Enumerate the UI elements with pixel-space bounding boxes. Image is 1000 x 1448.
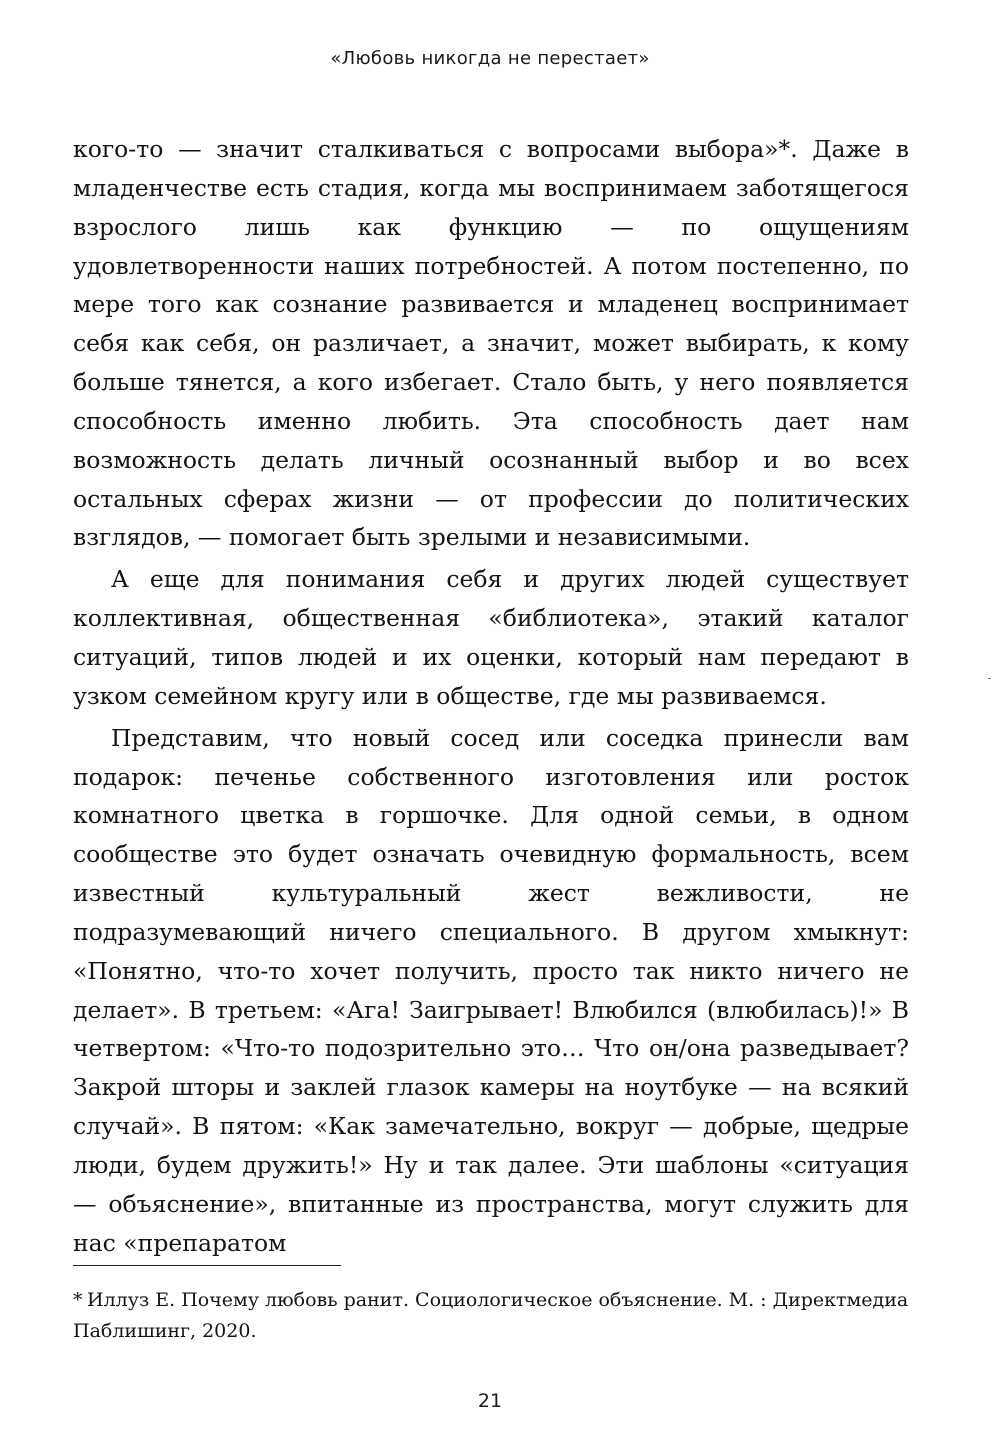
page-number: 21: [477, 1390, 503, 1412]
running-head: «Любовь никогда не перестает»: [330, 48, 650, 69]
body-text: [73, 130, 909, 1265]
footnote-divider: [73, 1265, 341, 1266]
footnote-text: Иллуз Е. Почему любовь ранит. Социологическое объяснение. М. : Директмедиа Паблишинг, 2020.: [73, 1289, 909, 1342]
paragraph-neighbor: Представим, что новый сосед или соседка принесли вам подарок: печенье собственного изготовления или росток комнатного цветка в горшочке. Для одной семьи, в одном сообществе это будет означать очевидную формальность, всем известный культуральный жест вежливости, не подразумевающий ничего специального. В другом хмыкнут: «Понятно, что-то хочет получить, просто так никто ничего не делает». В третьем: «Ага! Заигрывает! Влюбился (влюбилась)!» В четвертом: «Что-то подозрительно это… Что он/она разведывает? Закрой шторы и заклей глазок камеры на ноутбуке — на всякий случай». В пятом: «Как замечательно, вокруг — добрые, щедрые люди, будем дружить!» Ну и так далее. Эти шаблоны «ситуация — объяснение», впитанные из пространства, могут служить для нас «препаратом: [73, 723, 909, 1257]
margin-speck: [988, 678, 991, 679]
paragraph-continuation: кого-то — значит сталкиваться с вопросами выбора»*. Даже в младенчестве есть стадия, когда мы воспринимаем заботящегося взрослого лишь как функцию — по ощущениям удовлетворенности наших потребностей. А потом постепенно, по мере того как сознание развивается и младенец воспринимает себя как себя, он различает, а значит, может выбирать, к кому больше тянется, а кого избегает. Стало быть, у него появляется способность именно любить. Эта способность дает нам возможность делать личный осознанный выбор и во всех остальных сферах жизни — от профессии до политических взглядов, — помогает быть зрелыми и независимыми.: [73, 135, 909, 552]
footnote: [73, 1285, 909, 1347]
paragraph-library: А еще для понимания себя и других людей существует коллективная, общественная «библиотека», этакий каталог ситуаций, типов людей и их оценки, который нам передают в узком семейном кругу или в обществе, где мы развиваемся.: [73, 565, 909, 710]
footnote-mark: *: [73, 1289, 83, 1311]
